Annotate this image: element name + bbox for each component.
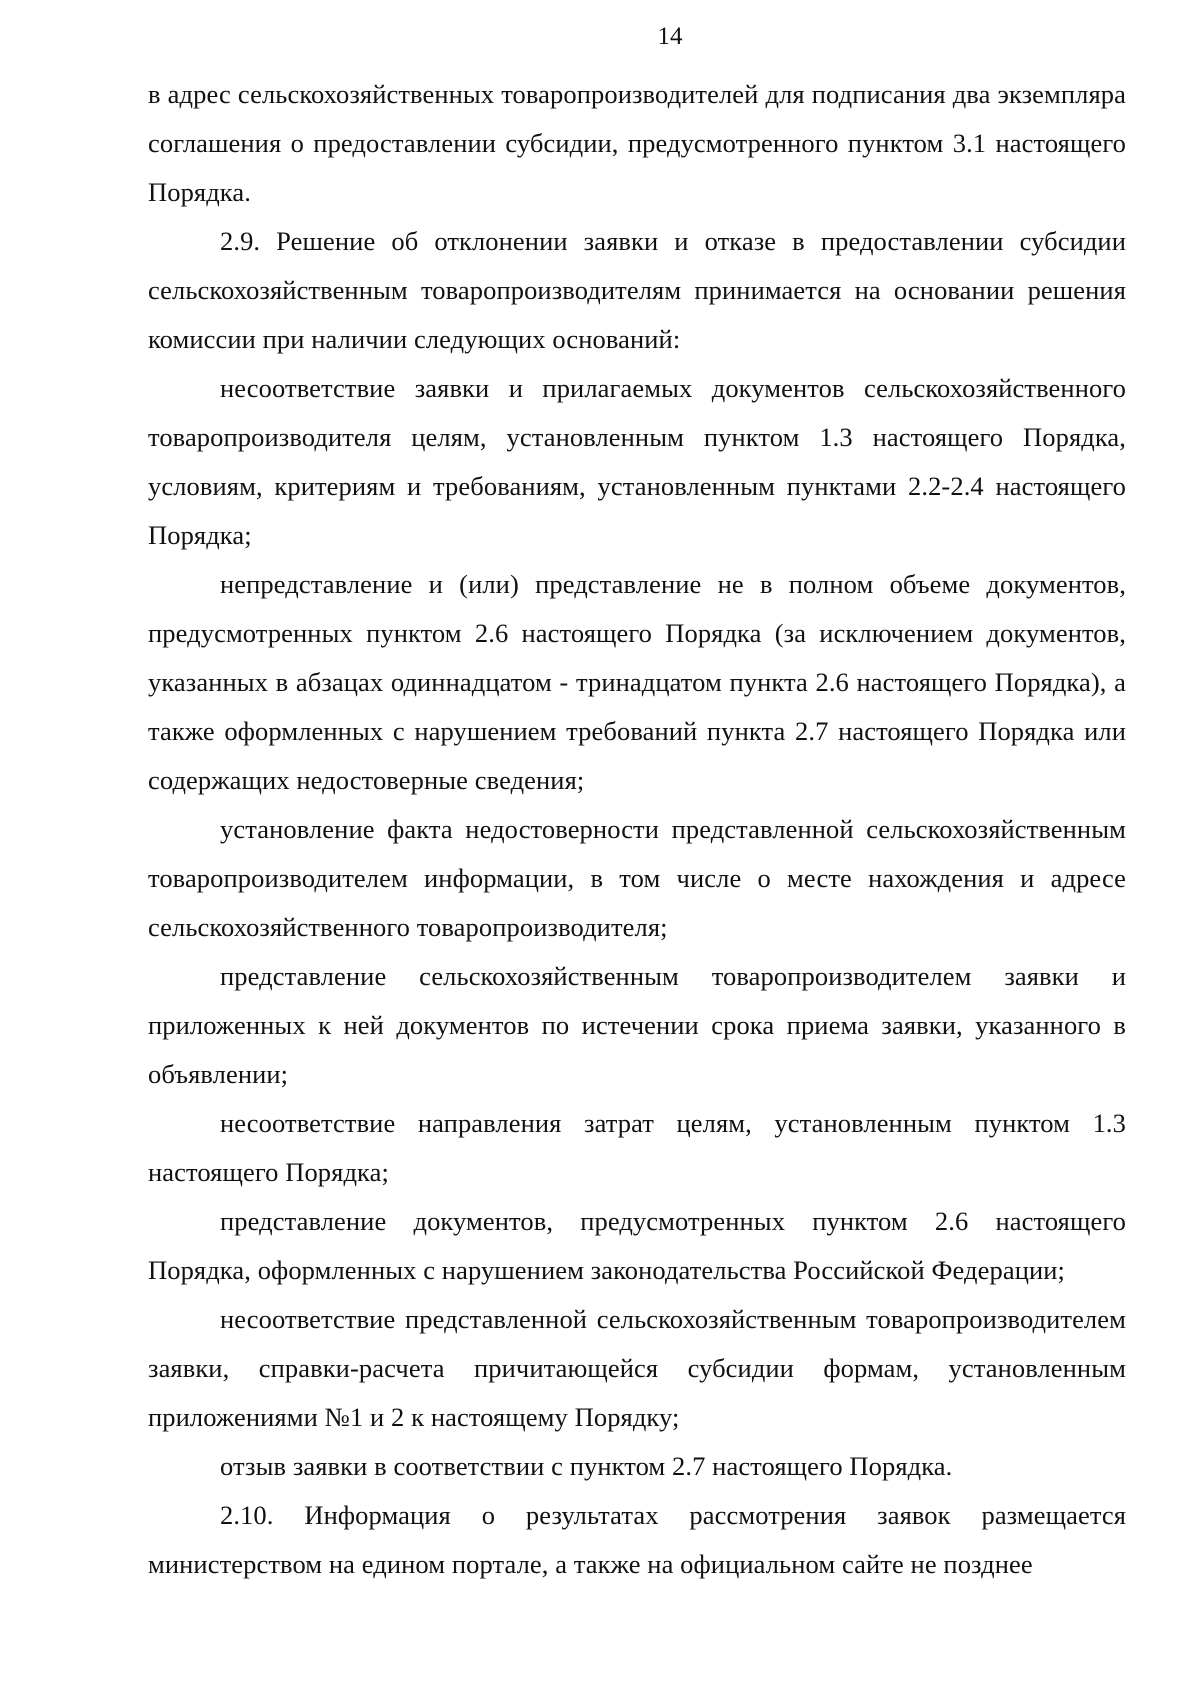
- page-number: 14: [657, 23, 683, 50]
- paragraph-ground-4: представление сельскохозяйственным товаропроизводителем заявки и приложенных к ней документов по истечении срока приема заявки, указанного в объявлении;: [148, 961, 1126, 1089]
- paragraph-ground-8: отзыв заявки в соответствии с пунктом 2.7 настоящего Порядка.: [220, 1451, 953, 1481]
- paragraph-ground-2: непредставление и (или) представление не в полном объеме документов, предусмотренных пунктом 2.6 настоящего Порядка (за исключением документов, указанных в абзацах одиннадцатом - тринадцатом пункта 2.6 настоящего Порядка), а также оформленных с нарушением требований пункта 2.7 настоящего Порядка или содержащих недостоверные сведения;: [148, 569, 1126, 795]
- paragraph-ground-1: несоответствие заявки и прилагаемых документов сельскохозяйственного товаропроизводителя целям, установленным пунктом 1.3 настоящего Порядка, условиям, критериям и требованиям, установленным пунктами 2.2-2.4 настоящего Порядка;: [148, 373, 1126, 550]
- paragraph-ground-5: несоответствие направления затрат целям, установленным пунктом 1.3 настоящего Порядка;: [148, 1108, 1126, 1187]
- paragraph-ground-7: несоответствие представленной сельскохозяйственным товаропроизводителем заявки, справки-расчета причитающейся субсидии формам, установленным приложениями №1 и 2 к настоящему Порядку;: [148, 1304, 1126, 1432]
- paragraph-ground-6: представление документов, предусмотренных пунктом 2.6 настоящего Порядка, оформленных с нарушением законодательства Российской Федерации;: [148, 1206, 1126, 1285]
- paragraph-2-10: 2.10. Информация о результатах рассмотрения заявок размещается министерством на едином портале, а также на официальном сайте не позднее: [148, 1500, 1126, 1579]
- paragraph-ground-3: установление факта недостоверности представленной сельскохозяйственным товаропроизводителем информации, в том числе о месте нахождения и адресе сельскохозяйственного товаропроизводителя;: [148, 814, 1126, 942]
- paragraph-2-9: 2.9. Решение об отклонении заявки и отказе в предоставлении субсидии сельскохозяйственным товаропроизводителям принимается на основании решения комиссии при наличии следующих оснований:: [148, 226, 1126, 354]
- paragraph-continuation: в адрес сельскохозяйственных товаропроизводителей для подписания два экземпляра соглашения о предоставлении субсидии, предусмотренного пунктом 3.1 настоящего Порядка.: [148, 79, 1126, 207]
- document-body: [148, 70, 1126, 1589]
